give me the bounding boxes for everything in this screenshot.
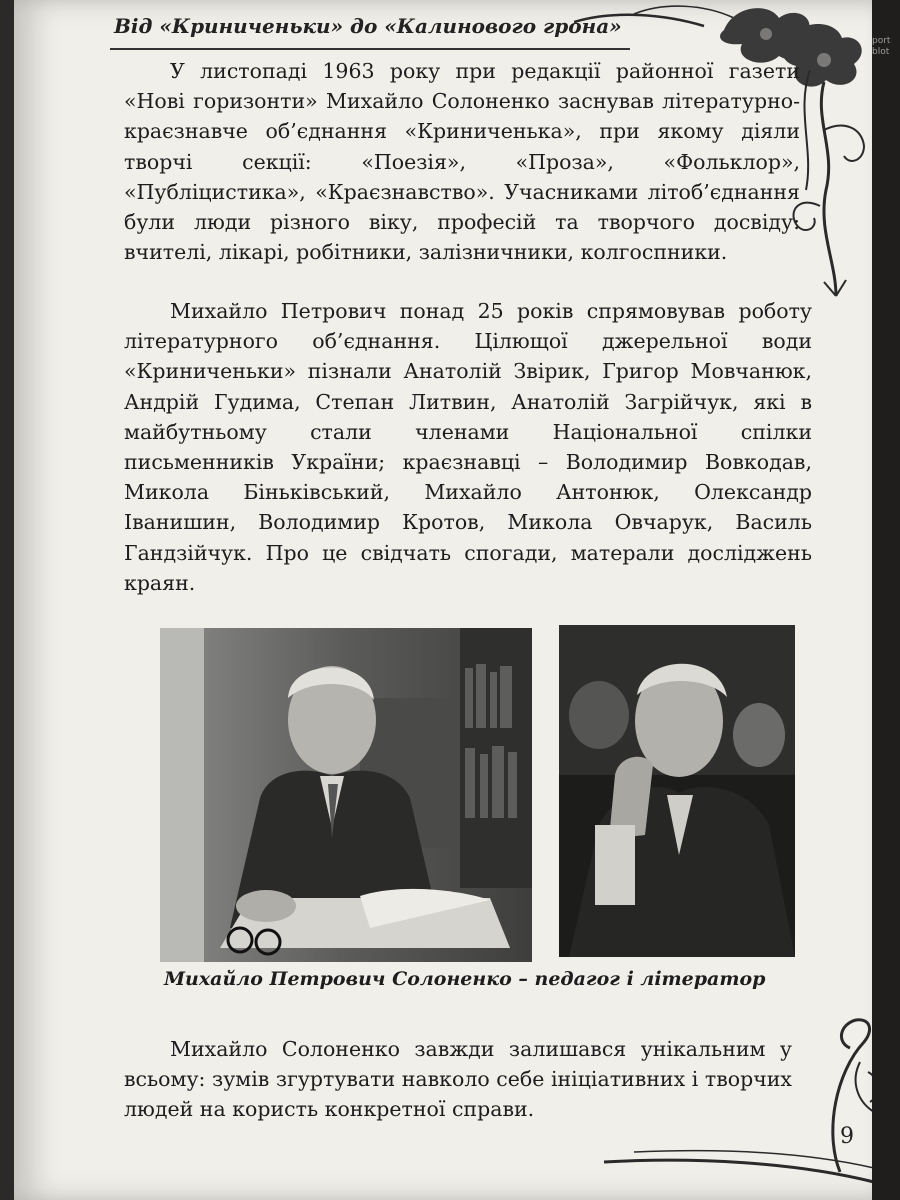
header-underline <box>110 48 630 50</box>
photo-caption: Михайло Петрович Солоненко – педагог і літератор <box>164 968 766 990</box>
page-number: 9 <box>840 1124 854 1149</box>
paragraph-1 <box>124 56 800 267</box>
photo-at-desk <box>160 628 532 962</box>
paragraph-3 <box>124 1034 792 1125</box>
adjacent-page-text: port blot <box>872 36 891 57</box>
paragraph-2 <box>124 296 812 598</box>
paragraph-1-text: У листопаді 1963 року при редакції районної газети «Нові горизонти» Михайло Солоненко заснував літературно-краєзнавче об’єднання «Криниченька», при якому діяли творчі секції: «Поезія», «Проза», «Фольклор», «Публіцистика», «Краєзнавство». Учасниками літоб’єднання були люди різного віку, професій та творчого досвіду: вчителі, лікарі, робітники, залізничники, колгоспники. <box>124 59 800 265</box>
adjacent-page-edge <box>872 0 900 1200</box>
paragraph-2-text: Михайло Петрович понад 25 років спрямовував роботу літературного об’єднання. Цілющої джерельної води «Криниченьки» пізнали Анатолій Звірик, Григор Мовчанюк, Андрій Гудима, Степан Литвин, Анатолій Загрійчук, які в майбутньому стали членами Національної спілки письменників України; краєзнавці – Володимир Вовкодав, Микола Біньківський, Михайло Антонюк, Олександр Іванишин, Володимир Кротов, Микола Овчарук, Василь Гандзійчук. Про це свідчать спогади, матерали досліджень краян. <box>124 299 812 595</box>
photo-thinking <box>559 625 795 957</box>
paragraph-3-text: Михайло Солоненко завжди залишався унікальним у всьому: зумів згуртувати навколо себе ініціативних і творчих людей на користь конкретної справи. <box>124 1037 792 1122</box>
book-page <box>14 0 882 1200</box>
running-header: Від «Криниченьки» до «Калинового грона» <box>114 14 622 38</box>
